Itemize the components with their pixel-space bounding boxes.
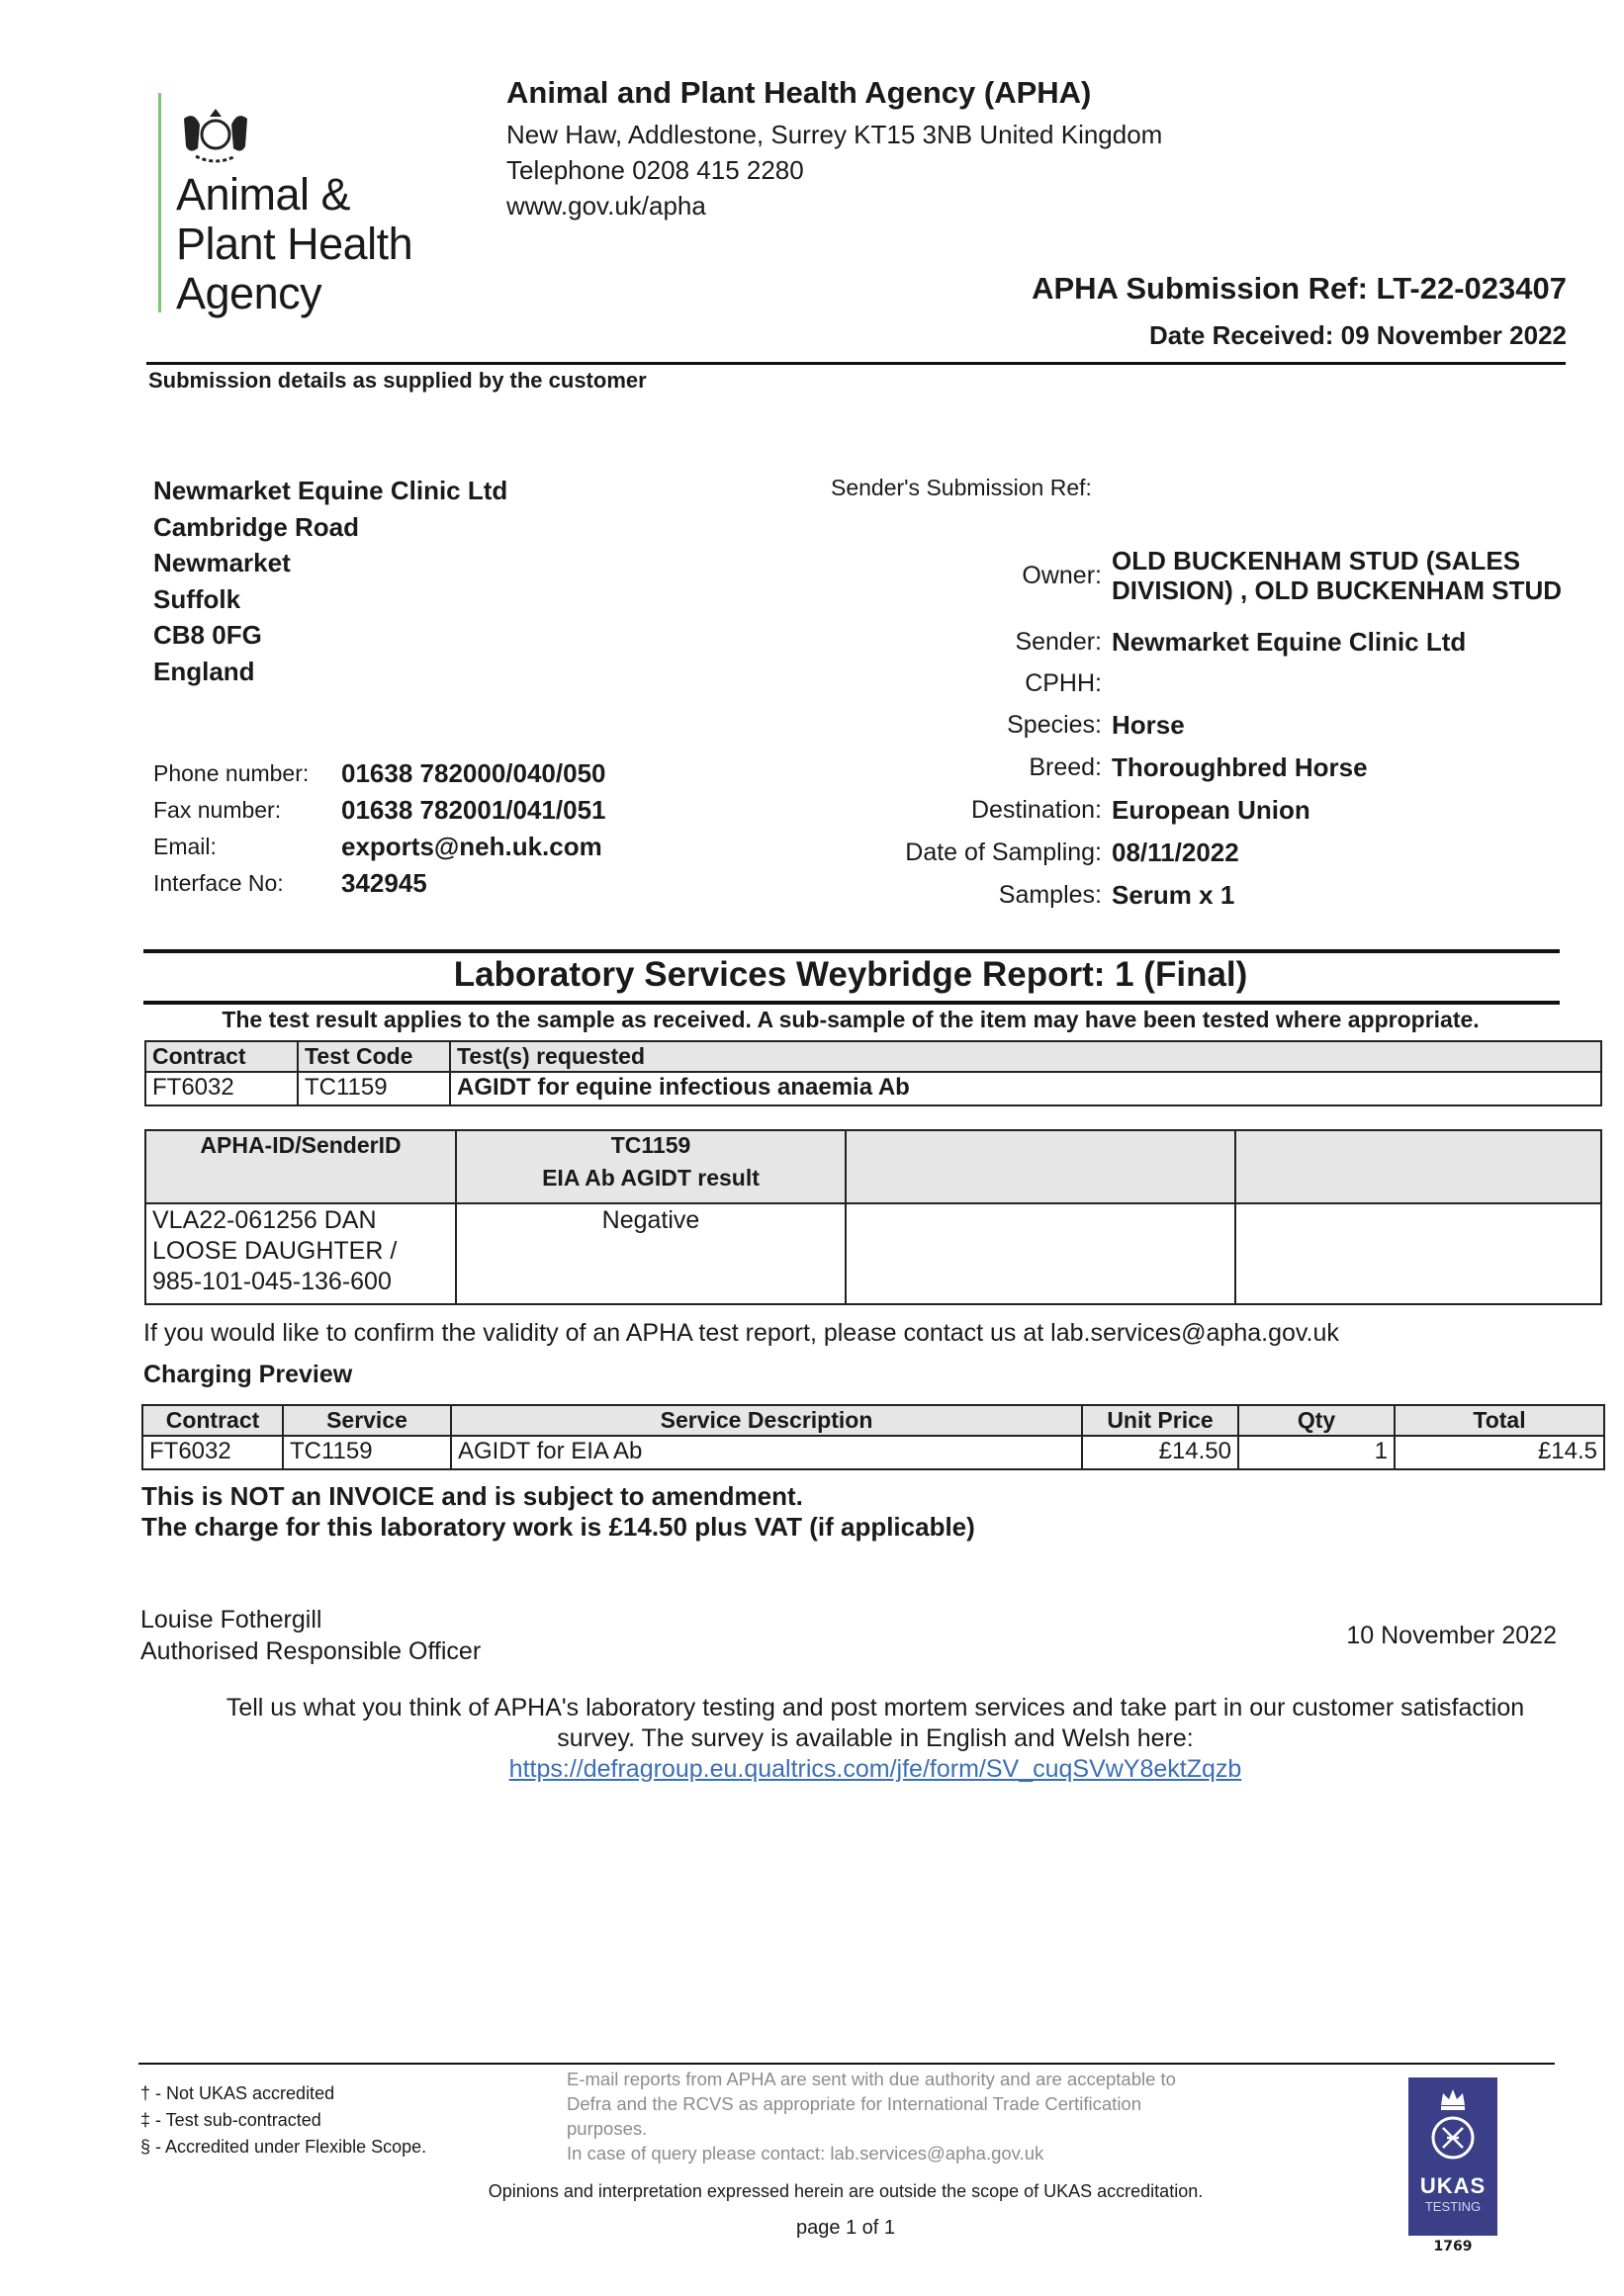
charging-table	[141, 1404, 1605, 1470]
report-divider-top	[143, 949, 1560, 953]
not-invoice-text: This is NOT an INVOICE and is subject to amendment.	[141, 1481, 803, 1511]
logo-accent-bar	[158, 93, 161, 312]
header-divider	[146, 362, 1566, 365]
contract-cell: FT6032	[145, 1072, 298, 1105]
qty-cell: 1	[1238, 1436, 1395, 1469]
detail-row	[821, 747, 1592, 789]
breed-value: Thoroughbred Horse	[1112, 752, 1368, 782]
contact-label: Phone number:	[153, 760, 310, 786]
ukas-scope-note: Opinions and interpretation expressed herein are outside the scope of UKAS accreditation.	[488, 2181, 1204, 2201]
customer-contacts	[153, 755, 606, 902]
contact-row	[153, 755, 606, 792]
test-code-cell: TC1159	[298, 1072, 450, 1105]
signer-title: Authorised Responsible Officer	[140, 1637, 482, 1665]
address-line: Newmarket	[153, 548, 291, 577]
tests-requested-table	[144, 1040, 1602, 1106]
column-header-empty	[1235, 1130, 1601, 1203]
ukas-lab-number: 1769	[1433, 2239, 1473, 2254]
submission-ref: APHA Submission Ref: LT-22-023407	[1032, 271, 1567, 306]
detail-row	[821, 530, 1592, 621]
detail-row	[821, 789, 1592, 832]
contact-label: Email:	[153, 834, 217, 859]
detail-label: Owner:	[1022, 562, 1102, 589]
detail-row	[821, 874, 1592, 917]
agency-address: New Haw, Addlestone, Surrey KT15 3NB United Kingdom	[506, 120, 1163, 149]
disclaimer-line: E-mail reports from APHA are sent with due authority and are acceptable to	[567, 2069, 1176, 2089]
test-code-header: TC1159	[610, 1132, 691, 1158]
logo-line: Animal &	[176, 169, 351, 220]
detail-label: Species:	[1007, 711, 1102, 739]
detail-row	[821, 832, 1592, 874]
disclaimer-line: purposes.	[567, 2118, 648, 2139]
ukas-word: UKAS	[1419, 2173, 1487, 2198]
contact-label: Fax number:	[153, 797, 282, 823]
accreditation-legend	[140, 2080, 426, 2161]
results-table	[144, 1129, 1602, 1305]
ukas-testing-label: TESTING	[1424, 2199, 1482, 2214]
report-title: Laboratory Services Weybridge Report: 1 (Final)	[453, 955, 1248, 994]
charge-note-text: The charge for this laboratory work is £14.50 plus VAT (if applicable)	[141, 1512, 975, 1542]
unit-price-cell: £14.50	[1082, 1436, 1238, 1469]
detail-value	[1118, 475, 1573, 530]
customer-address	[153, 473, 507, 689]
royal-coat-of-arms-icon	[176, 99, 255, 168]
detail-row	[821, 475, 1592, 530]
detail-label: Sender's Submission Ref:	[831, 475, 1092, 500]
disclaimer-line: In case of query please contact: lab.services@apha.gov.uk	[567, 2143, 1044, 2164]
address-line: Suffolk	[153, 583, 241, 614]
survey-block	[143, 1693, 1607, 1785]
fax-value: 01638 782001/041/051	[341, 795, 606, 825]
detail-row	[821, 662, 1592, 704]
address-line: Cambridge Road	[153, 511, 360, 542]
submission-caption: Submission details as supplied by the customer	[148, 368, 647, 393]
crown-icon	[1423, 2083, 1483, 2164]
agency-telephone: Telephone 0208 415 2280	[506, 155, 804, 185]
detail-label: Samples:	[998, 881, 1102, 909]
detail-row	[821, 704, 1592, 747]
validity-note: If you would like to confirm the validity of an APHA test report, please contact us at lab.services@apha.gov.uk	[143, 1319, 1339, 1347]
table-header-row	[145, 1130, 1601, 1203]
report-note: The test result applies to the sample as received. A sub-sample of the item may have been tested where appropriate.	[222, 1007, 1480, 1032]
contract-cell: FT6032	[142, 1436, 283, 1469]
table-header-row	[142, 1405, 1604, 1436]
sampling-date-value: 08/11/2022	[1112, 838, 1239, 867]
table-row	[145, 1072, 1601, 1105]
column-header: Qty	[1238, 1405, 1395, 1436]
column-header: Contract	[142, 1405, 283, 1436]
phone-value: 01638 782000/040/050	[341, 758, 606, 788]
invoice-notice	[141, 1481, 975, 1543]
footer-divider	[138, 2063, 1555, 2065]
result-cell: Negative	[456, 1203, 846, 1304]
detail-label: Date of Sampling:	[905, 839, 1102, 866]
column-header: Total	[1395, 1405, 1604, 1436]
address-line: England	[153, 656, 255, 686]
ukas-testing-logo	[1408, 2077, 1497, 2236]
service-description-cell: AGIDT for EIA Ab	[451, 1436, 1082, 1469]
detail-label: Sender:	[1015, 627, 1102, 656]
detail-label: Destination:	[970, 796, 1102, 824]
table-row	[145, 1203, 1601, 1304]
owner-value: OLD BUCKENHAM STUD (SALES DIVISION) , OLD BUCKENHAM STUD	[1112, 546, 1562, 605]
signature-date: 10 November 2022	[1346, 1622, 1557, 1649]
sample-id-cell: VLA22-061256 DAN LOOSE DAUGHTER / 985-101-045-136-600	[145, 1203, 456, 1304]
legend-item: † - Not UKAS accredited	[140, 2083, 335, 2103]
table-header-row	[145, 1041, 1601, 1072]
email-disclaimer	[567, 2067, 1338, 2165]
empty-cell	[846, 1203, 1235, 1304]
contact-row	[153, 865, 606, 902]
sender-value: Newmarket Equine Clinic Ltd	[1112, 626, 1467, 657]
samples-value: Serum x 1	[1112, 880, 1235, 910]
report-divider-bottom	[143, 1001, 1560, 1005]
test-requested-cell: AGIDT for equine infectious anaemia Ab	[450, 1072, 1601, 1105]
legend-item: ‡ - Test sub-contracted	[140, 2110, 321, 2130]
email-value[interactable]: exports@neh.uk.com	[341, 832, 602, 861]
address-line: Newmarket Equine Clinic Ltd	[153, 476, 508, 505]
charging-title: Charging Preview	[143, 1361, 353, 1388]
disclaimer-line: Defra and the RCVS as appropriate for International Trade Certification	[567, 2093, 1142, 2114]
contact-row	[153, 829, 606, 865]
total-cell: £14.5	[1395, 1436, 1604, 1469]
logo-line: Plant Health	[176, 219, 413, 269]
column-header: APHA-ID/SenderID	[145, 1130, 456, 1203]
column-header-empty	[846, 1130, 1235, 1203]
page-number: page 1 of 1	[795, 2217, 896, 2239]
interface-value: 342945	[341, 868, 427, 898]
legend-item: § - Accredited under Flexible Scope.	[140, 2137, 427, 2157]
destination-value: European Union	[1112, 795, 1310, 825]
contact-label: Interface No:	[153, 870, 284, 896]
logo-line: Agency	[176, 268, 322, 318]
signature-block	[140, 1604, 481, 1667]
survey-text: survey. The survey is available in English and Welsh here:	[557, 1724, 1194, 1752]
address-line: CB8 0FG	[153, 620, 262, 650]
contact-row	[153, 792, 606, 829]
date-received: Date Received: 09 November 2022	[1148, 320, 1567, 350]
species-value: Horse	[1112, 710, 1185, 740]
detail-row	[821, 621, 1592, 662]
column-header: Test Code	[298, 1041, 450, 1072]
column-header: Test(s) requested	[450, 1041, 1601, 1072]
agency-website[interactable]: www.gov.uk/apha	[506, 191, 706, 221]
table-row	[142, 1436, 1604, 1469]
survey-link[interactable]: https://defragroup.eu.qualtrics.com/jfe/form/SV_cuqSVwY8ektZqzb	[508, 1755, 1242, 1783]
column-header: Unit Price	[1082, 1405, 1238, 1436]
column-header: Contract	[145, 1041, 298, 1072]
submission-details	[821, 475, 1592, 917]
test-name-header: EIA Ab AGIDT result	[542, 1165, 760, 1191]
survey-text: Tell us what you think of APHA's laboratory testing and post mortem services and take part in our customer satisfaction	[226, 1694, 1525, 1722]
detail-label: CPHH:	[1025, 668, 1102, 697]
signer-name: Louise Fothergill	[140, 1606, 322, 1634]
column-header	[456, 1130, 846, 1203]
agency-logo-wordmark	[176, 170, 412, 318]
service-cell: TC1159	[283, 1436, 451, 1469]
column-header: Service	[283, 1405, 451, 1436]
column-header: Service Description	[451, 1405, 1082, 1436]
empty-cell	[1235, 1203, 1601, 1304]
detail-label: Breed:	[1029, 753, 1102, 781]
agency-name: Animal and Plant Health Agency (APHA)	[506, 75, 1092, 110]
